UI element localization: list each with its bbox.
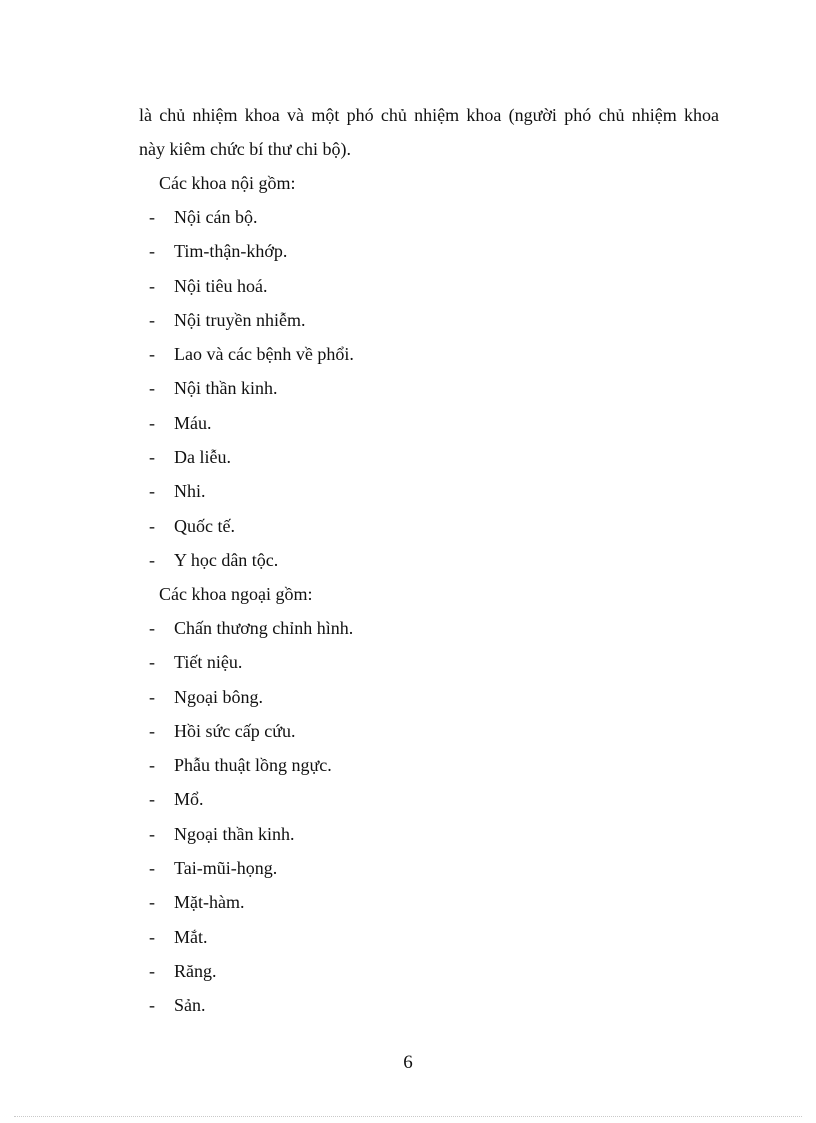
bullet-dash: - <box>149 378 155 399</box>
page-number: 6 <box>403 1052 413 1073</box>
list-item-text: Răng. <box>174 960 217 981</box>
bullet-dash: - <box>149 549 155 570</box>
list-item-text: Nội tiêu hoá. <box>174 275 268 296</box>
bullet-dash: - <box>149 515 155 536</box>
surgical-departments-heading: Các khoa ngoại gồm: <box>159 584 313 604</box>
bullet-dash: - <box>149 960 155 981</box>
bullet-dash: - <box>149 618 155 638</box>
bullet-dash: - <box>149 755 155 776</box>
bullet-dash: - <box>149 926 155 947</box>
list-item-text: Tiết niệu. <box>174 652 243 673</box>
bullet-dash: - <box>149 275 155 296</box>
intro-paragraph <box>139 98 719 166</box>
list-item-text: Da liễu. <box>174 447 231 468</box>
bullet-dash: - <box>149 207 155 227</box>
list-item-text: Nội truyền nhiễm. <box>174 309 306 330</box>
bullet-dash: - <box>149 789 155 810</box>
list-item-text: Mặt-hàm. <box>174 892 245 913</box>
list-item-text: Ngoại bông. <box>174 686 263 707</box>
bullet-dash: - <box>149 344 155 365</box>
bullet-dash: - <box>149 412 155 433</box>
list-item-text: Chấn thương chỉnh hình. <box>174 618 354 638</box>
list-item-text: Y học dân tộc. <box>174 549 279 570</box>
bullet-dash: - <box>149 652 155 673</box>
list-item-text: Nội cán bộ. <box>174 207 258 227</box>
list-item-text: Tim-thận-khớp. <box>174 241 288 262</box>
list-item-text: Nhi. <box>174 481 206 502</box>
bullet-dash: - <box>149 309 155 330</box>
bullet-dash: - <box>149 823 155 844</box>
bullet-dash: - <box>149 241 155 262</box>
list-item-text: Mắt. <box>174 926 208 947</box>
bullet-dash: - <box>149 858 155 879</box>
list-item-text: Hồi sức cấp cứu. <box>174 720 296 741</box>
list-item-text: Mổ. <box>174 789 204 810</box>
list-item-text: Sản. <box>174 995 206 1016</box>
list-item-text: Ngoại thần kinh. <box>174 823 295 844</box>
list-item-text: Máu. <box>174 412 212 433</box>
list-item-text: Nội thần kinh. <box>174 378 278 399</box>
intro-line-1: là chủ nhiệm khoa và một phó chủ nhiệm khoa (người phó chủ nhiệm khoa <box>139 105 719 125</box>
page-bottom-divider <box>14 1116 802 1117</box>
bullet-dash: - <box>149 686 155 707</box>
bullet-dash: - <box>149 481 155 502</box>
bullet-dash: - <box>149 720 155 741</box>
bullet-dash: - <box>149 995 155 1016</box>
intro-line-2: này kiêm chức bí thư chi bộ). <box>139 139 351 159</box>
list-item-text: Quốc tế. <box>174 515 235 536</box>
bullet-dash: - <box>149 447 155 468</box>
list-item-text: Phẫu thuật lồng ngực. <box>174 755 332 776</box>
list-item-text: Tai-mũi-họng. <box>174 858 278 879</box>
bullet-dash: - <box>149 892 155 913</box>
internal-departments-heading: Các khoa nội gồm: <box>159 173 296 193</box>
list-item-text: Lao và các bệnh về phổi. <box>174 344 354 365</box>
